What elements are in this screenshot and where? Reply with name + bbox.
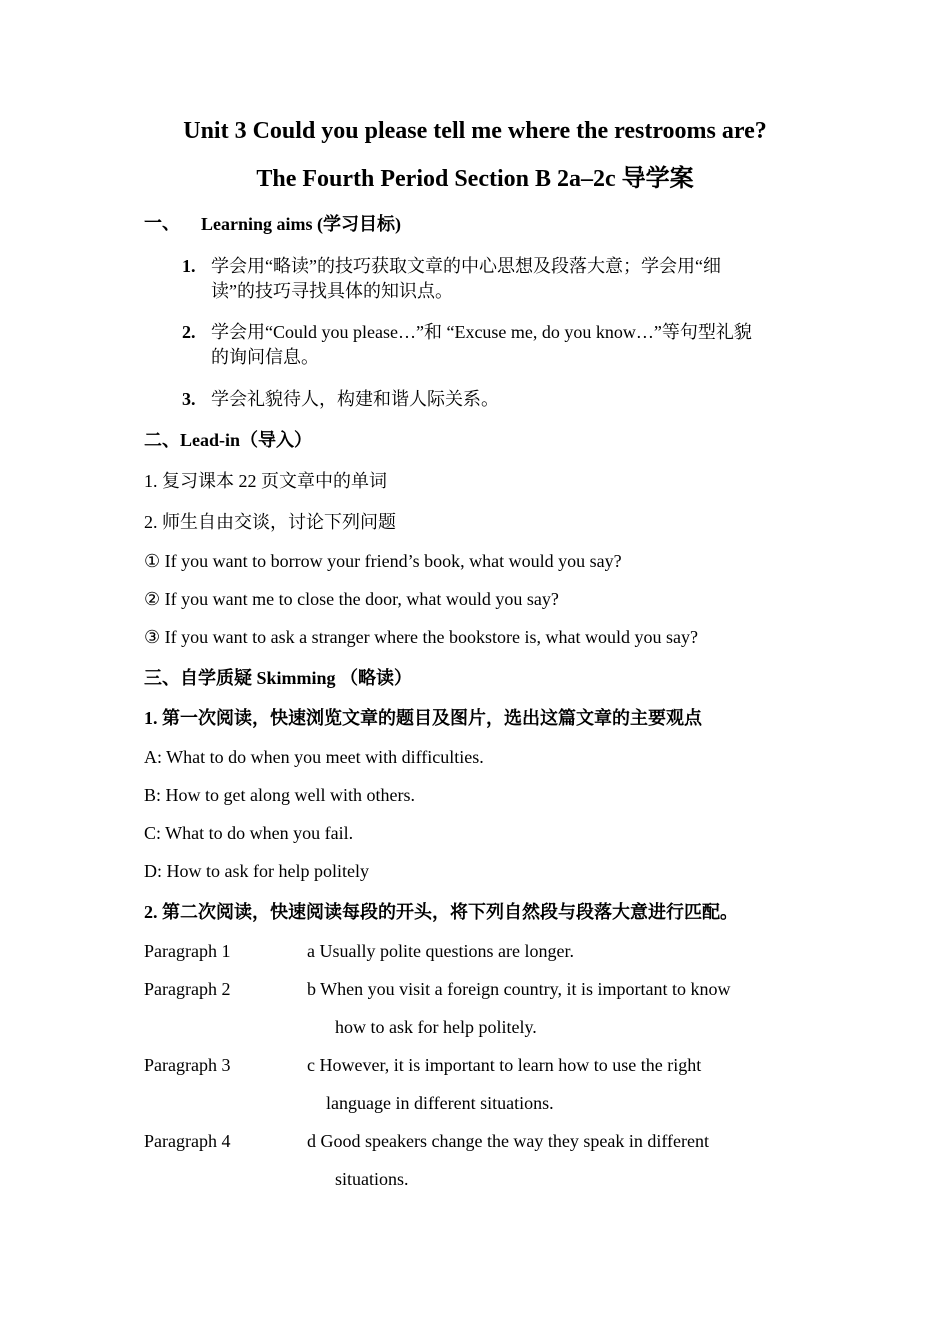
leadin-question-1: ① If you want to borrow your friend’s book, what would you say? — [144, 551, 622, 571]
section1-heading-number: 一、 — [144, 213, 180, 234]
title-line-2: The Fourth Period Section B 2a–2c 导学案 — [256, 166, 694, 192]
match-c-line-1: c However, it is important to learn how to use the right — [307, 1055, 702, 1075]
match-a: a Usually polite questions are longer. — [307, 941, 574, 961]
aim-1-line-2: 读”的技巧寻找具体的知识点。 — [211, 281, 453, 301]
match-c-line-2: language in different situations. — [326, 1093, 554, 1113]
option-d: D: How to ask for help politely — [144, 861, 369, 881]
aim-3-line-1: 学会礼貌待人，构建和谐人际关系。 — [211, 389, 499, 409]
paragraph-3-label: Paragraph 3 — [144, 1055, 231, 1075]
paragraph-1-label: Paragraph 1 — [144, 941, 231, 961]
leadin-question-2: ② If you want me to close the door, what would you say? — [144, 589, 559, 609]
section1-heading: Learning aims (学习目标) — [201, 214, 401, 234]
match-d-line-2: situations. — [335, 1169, 409, 1189]
option-a: A: What to do when you meet with difficulties. — [144, 747, 484, 767]
aim-3-number: 3. — [182, 389, 196, 409]
section3-heading: 三、自学质疑 Skimming （略读） — [144, 668, 413, 688]
leadin-question-3: ③ If you want to ask a stranger where the bookstore is, what would you say? — [144, 627, 699, 647]
leadin-line-1: 1. 复习课本 22 页文章中的单词 — [144, 471, 387, 491]
aim-2-number: 2. — [182, 322, 196, 342]
aim-1-number: 1. — [182, 256, 196, 276]
title-line-1: Unit 3 Could you please tell me where the restrooms are? — [183, 118, 767, 144]
aim-2-line-1: 学会用“Could you please…”和 “Excuse me, do you know…”等句型礼貌 — [211, 322, 752, 342]
option-c: C: What to do when you fail. — [144, 823, 354, 843]
aim-1-line-1: 学会用“略读”的技巧获取文章的中心思想及段落大意；学会用“细 — [211, 256, 721, 276]
match-d-line-1: d Good speakers change the way they speak in different — [307, 1131, 710, 1151]
paragraph-2-label: Paragraph 2 — [144, 979, 231, 999]
leadin-line-2: 2. 师生自由交谈，讨论下列问题 — [144, 512, 396, 532]
skimming-question-2: 2. 第二次阅读，快速阅读每段的开头，将下列自然段与段落大意进行匹配。 — [144, 902, 738, 922]
option-b: B: How to get along well with others. — [144, 785, 415, 805]
section2-heading: 二、Lead-in（导入） — [144, 430, 313, 450]
skimming-question-1: 1. 第一次阅读，快速浏览文章的题目及图片，选出这篇文章的主要观点 — [144, 708, 702, 728]
paragraph-4-label: Paragraph 4 — [144, 1131, 231, 1151]
aim-2-line-2: 的询问信息。 — [211, 347, 319, 367]
match-b-line-1: b When you visit a foreign country, it is important to know — [307, 979, 731, 999]
match-b-line-2: how to ask for help politely. — [335, 1017, 537, 1037]
